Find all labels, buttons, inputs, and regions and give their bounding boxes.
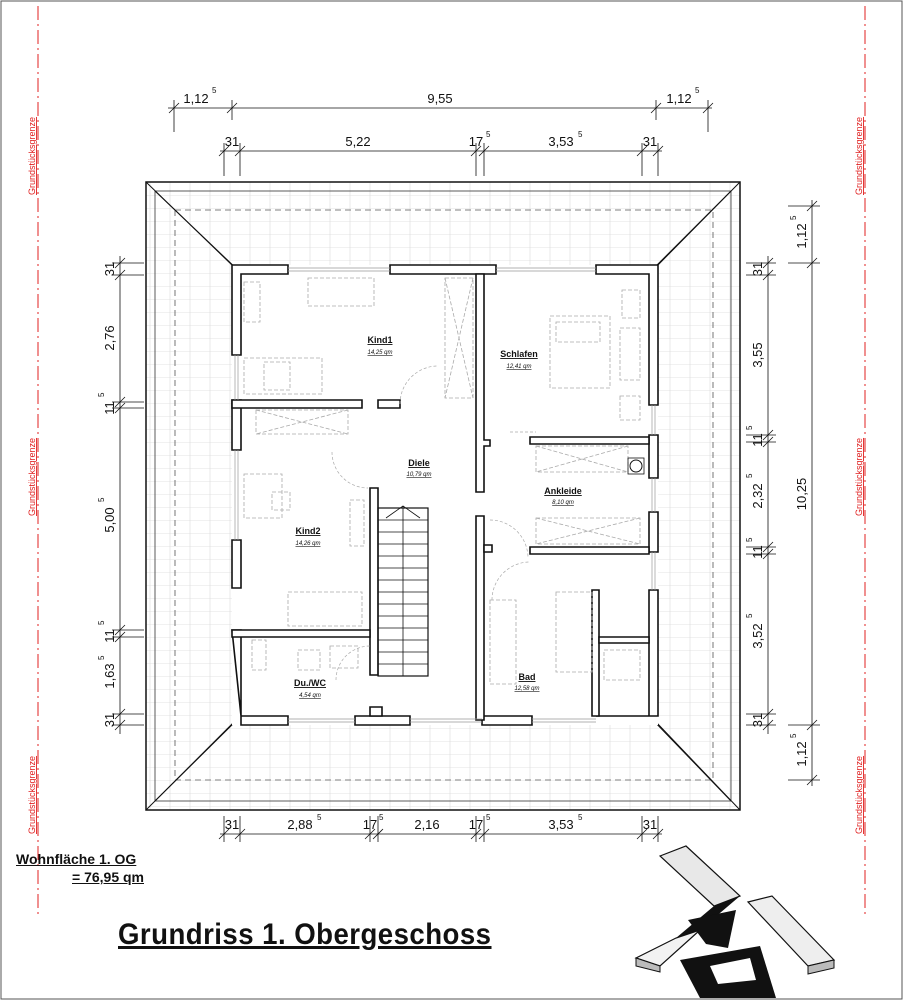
room-area-bad: 12,58 qm [514, 686, 540, 692]
dim-right-3-sup: 5 [745, 425, 754, 430]
dim-left-7: 31 [102, 712, 117, 728]
dim-right-outer-1-sup: 5 [789, 215, 798, 220]
dim-right-5: 11 [750, 545, 765, 559]
dims-top-inner [225, 130, 657, 149]
room-area-kind2: 14,26 qm [295, 541, 321, 547]
dim-right-4: 2,32 [750, 483, 765, 509]
dim-top-inner-2: 5,22 [345, 134, 371, 149]
dim-right-4-sup: 5 [745, 473, 754, 478]
dim-left-3-sup: 5 [97, 392, 106, 397]
boundary-label-right-2: Grundstücksgrenze [854, 437, 864, 516]
dim-left-5-sup: 5 [97, 620, 106, 625]
dim-right-1: 31 [750, 261, 765, 277]
dims-top-outer [183, 86, 700, 106]
dim-bottom-2: 2,88 [287, 817, 313, 832]
boundary-label-right-3: Grundstücksgrenze [854, 755, 864, 834]
dim-right-outer-3: 1,12 [794, 741, 809, 767]
company-logo [636, 846, 834, 998]
dim-left-6-sup: 5 [97, 655, 106, 660]
room-area-duwc: 4,54 qm [299, 693, 321, 699]
room-name-diele: Diele [408, 458, 430, 468]
dim-bottom-3-sup: 5 [379, 813, 384, 822]
dim-left-5: 11 [102, 629, 117, 643]
page-title: Grundriss 1. Obergeschoss [118, 918, 492, 951]
boundary-label-left-1: Grundstücksgrenze [27, 116, 37, 195]
room-name-kind1: Kind1 [367, 335, 393, 345]
dim-right-3: 11 [750, 433, 765, 447]
dim-right-outer-3-sup: 5 [789, 733, 798, 738]
dim-right-outer-2: 10,25 [794, 477, 809, 511]
room-area-diele: 10,79 qm [406, 472, 432, 478]
dim-bottom-3: 17 [362, 817, 378, 832]
dim-bottom-7: 31 [642, 817, 658, 832]
dim-bottom-4: 2,16 [414, 817, 440, 832]
living-area-summary [16, 850, 144, 886]
dim-top-outer-2: 9,55 [427, 91, 453, 106]
room-name-duwc: Du./WC [294, 678, 326, 688]
dim-top-inner-5: 31 [642, 134, 658, 149]
dims-right-outer [789, 215, 809, 767]
dim-bottom-5-sup: 5 [486, 813, 491, 822]
dim-left-1: 31 [102, 261, 117, 277]
dim-right-6: 3,52 [750, 623, 765, 649]
dims-right-inner [745, 262, 765, 727]
dim-top-outer-3: 1,12 [666, 91, 692, 106]
dim-bottom-1: 31 [224, 817, 240, 832]
room-name-kind2: Kind2 [295, 526, 321, 536]
dim-top-inner-3: 17 [468, 134, 484, 149]
dim-bottom-6: 3,53 [548, 817, 574, 832]
dim-bottom-5: 17 [468, 817, 484, 832]
dims-left [97, 262, 117, 727]
boundary-label-right-1: Grundstücksgrenze [854, 116, 864, 195]
dim-top-outer-3-sup: 5 [695, 86, 700, 95]
room-area-schlafen: 12,41 qm [506, 364, 532, 370]
dim-top-outer-1-sup: 5 [212, 86, 217, 95]
room-name-schlafen: Schlafen [500, 349, 538, 359]
dim-top-inner-4: 3,53 [548, 134, 574, 149]
dim-right-6-sup: 5 [745, 613, 754, 618]
dims-bottom [225, 813, 657, 832]
dim-left-4: 5,00 [102, 507, 117, 533]
living-area-value: = 76,95 qm [72, 869, 144, 885]
room-area-ankleide: 8,10 qm [552, 500, 574, 506]
dim-right-outer-1: 1,12 [794, 223, 809, 249]
dim-top-inner-4-sup: 5 [578, 130, 583, 139]
dim-left-4-sup: 5 [97, 497, 106, 502]
boundary-label-left-3: Grundstücksgrenze [27, 755, 37, 834]
dim-top-inner-1: 31 [224, 134, 240, 149]
dim-bottom-2-sup: 5 [317, 813, 322, 822]
dim-left-2: 2,76 [102, 325, 117, 351]
dim-left-6: 1,63 [102, 663, 117, 689]
dim-right-7: 31 [750, 712, 765, 728]
dim-bottom-6-sup: 5 [578, 813, 583, 822]
room-area-kind1: 14,25 qm [367, 350, 393, 356]
room-name-ankleide: Ankleide [544, 486, 582, 496]
room-name-bad: Bad [518, 672, 536, 682]
dim-right-5-sup: 5 [745, 537, 754, 542]
dim-left-3: 11 [102, 401, 117, 415]
dim-top-inner-3-sup: 5 [486, 130, 491, 139]
boundary-label-left-2: Grundstücksgrenze [27, 437, 37, 516]
living-area-label: Wohnfläche 1. OG [16, 851, 137, 867]
dim-top-outer-1: 1,12 [183, 91, 209, 106]
dim-right-2: 3,55 [750, 342, 765, 368]
